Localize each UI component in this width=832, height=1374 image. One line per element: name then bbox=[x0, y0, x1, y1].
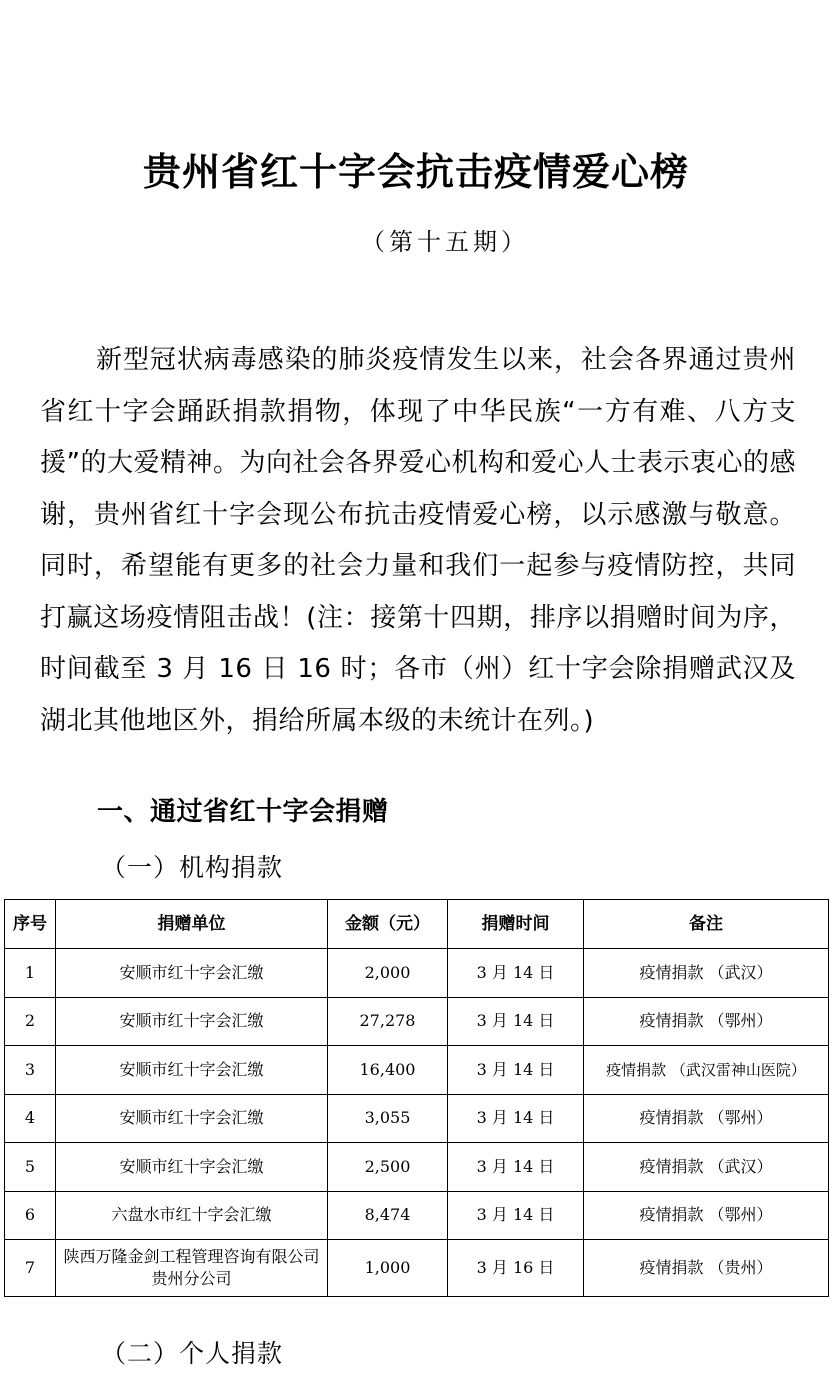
cell-donor: 陕西万隆金剑工程管理咨询有限公司贵州分公司 bbox=[56, 1240, 328, 1297]
cell-time: 3 月 14 日 bbox=[448, 1046, 584, 1095]
cell-donor: 安顺市红十字会汇缴 bbox=[56, 997, 328, 1046]
issue-subtitle: （第十五期） bbox=[361, 228, 529, 256]
cell-index: 6 bbox=[5, 1191, 56, 1240]
cell-amount: 27,278 bbox=[328, 997, 448, 1046]
cell-time: 3 月 14 日 bbox=[448, 1094, 584, 1143]
cell-note: 疫情捐款 （鄂州） bbox=[584, 1191, 829, 1240]
subsection-heading-institutions: （一）机构捐款 bbox=[101, 853, 284, 882]
cell-amount: 16,400 bbox=[328, 1046, 448, 1095]
cell-donor: 安顺市红十字会汇缴 bbox=[56, 1094, 328, 1143]
cell-index: 7 bbox=[5, 1240, 56, 1297]
table-row bbox=[5, 1094, 829, 1143]
cell-amount: 3,055 bbox=[328, 1094, 448, 1143]
header-donor: 捐赠单位 bbox=[56, 900, 328, 949]
table-row bbox=[5, 1191, 829, 1240]
table-header-row bbox=[5, 900, 829, 949]
cell-donor: 六盘水市红十字会汇缴 bbox=[56, 1191, 328, 1240]
table-row bbox=[5, 1143, 829, 1192]
cell-index: 5 bbox=[5, 1143, 56, 1192]
cell-amount: 8,474 bbox=[328, 1191, 448, 1240]
cell-note: 疫情捐款 （武汉） bbox=[584, 949, 829, 998]
intro-paragraph: 新型冠状病毒感染的肺炎疫情发生以来，社会各界通过贵州省红十字会踊跃捐款捐物，体现了中华民族“一方有难、八方支援”的大爱精神。为向社会各界爱心机构和爱心人士表示衷心的感谢，贵州省红十字会现公布抗击疫情爱心榜，以示感激与敬意。同时，希望能有更多的社会力量和我们一起参与疫情防控，共同打赢这场疫情阻击战！(注：接第十四期，排序以捐赠时间为序，时间截至 3 月 16 日 16 时；各市（州）红十字会除捐赠武汉及湖北其他地区外，捐给所属本级的未统计在列。) bbox=[40, 345, 796, 736]
cell-note: 疫情捐款 （鄂州） bbox=[584, 1094, 829, 1143]
subsection-heading-individuals: （二）个人捐款 bbox=[101, 1339, 284, 1368]
header-time: 捐赠时间 bbox=[448, 900, 584, 949]
cell-time: 3 月 14 日 bbox=[448, 1143, 584, 1192]
cell-note: 疫情捐款 （鄂州） bbox=[584, 997, 829, 1046]
table-row bbox=[5, 1240, 829, 1297]
table-row bbox=[5, 1046, 829, 1095]
cell-amount: 2,000 bbox=[328, 949, 448, 998]
cell-time: 3 月 14 日 bbox=[448, 949, 584, 998]
cell-index: 2 bbox=[5, 997, 56, 1046]
cell-amount: 1,000 bbox=[328, 1240, 448, 1297]
cell-index: 3 bbox=[5, 1046, 56, 1095]
cell-donor: 安顺市红十字会汇缴 bbox=[56, 949, 328, 998]
cell-time: 3 月 16 日 bbox=[448, 1240, 584, 1297]
table-row bbox=[5, 997, 829, 1046]
section-heading: 一、通过省红十字会捐赠 bbox=[97, 797, 389, 827]
header-amount: 金额（元） bbox=[328, 900, 448, 949]
cell-donor: 安顺市红十字会汇缴 bbox=[56, 1046, 328, 1095]
cell-note: 疫情捐款 （武汉雷神山医院） bbox=[584, 1046, 829, 1095]
cell-time: 3 月 14 日 bbox=[448, 997, 584, 1046]
cell-donor: 安顺市红十字会汇缴 bbox=[56, 1143, 328, 1192]
cell-index: 1 bbox=[5, 949, 56, 998]
table-row bbox=[5, 949, 829, 998]
donation-table bbox=[4, 899, 829, 1297]
cell-index: 4 bbox=[5, 1094, 56, 1143]
cell-time: 3 月 14 日 bbox=[448, 1191, 584, 1240]
header-note: 备注 bbox=[584, 900, 829, 949]
header-index: 序号 bbox=[5, 900, 56, 949]
cell-note: 疫情捐款 （贵州） bbox=[584, 1240, 829, 1297]
cell-amount: 2,500 bbox=[328, 1143, 448, 1192]
page-title: 贵州省红十字会抗击疫情爱心榜 bbox=[142, 150, 689, 194]
cell-note: 疫情捐款 （武汉） bbox=[584, 1143, 829, 1192]
